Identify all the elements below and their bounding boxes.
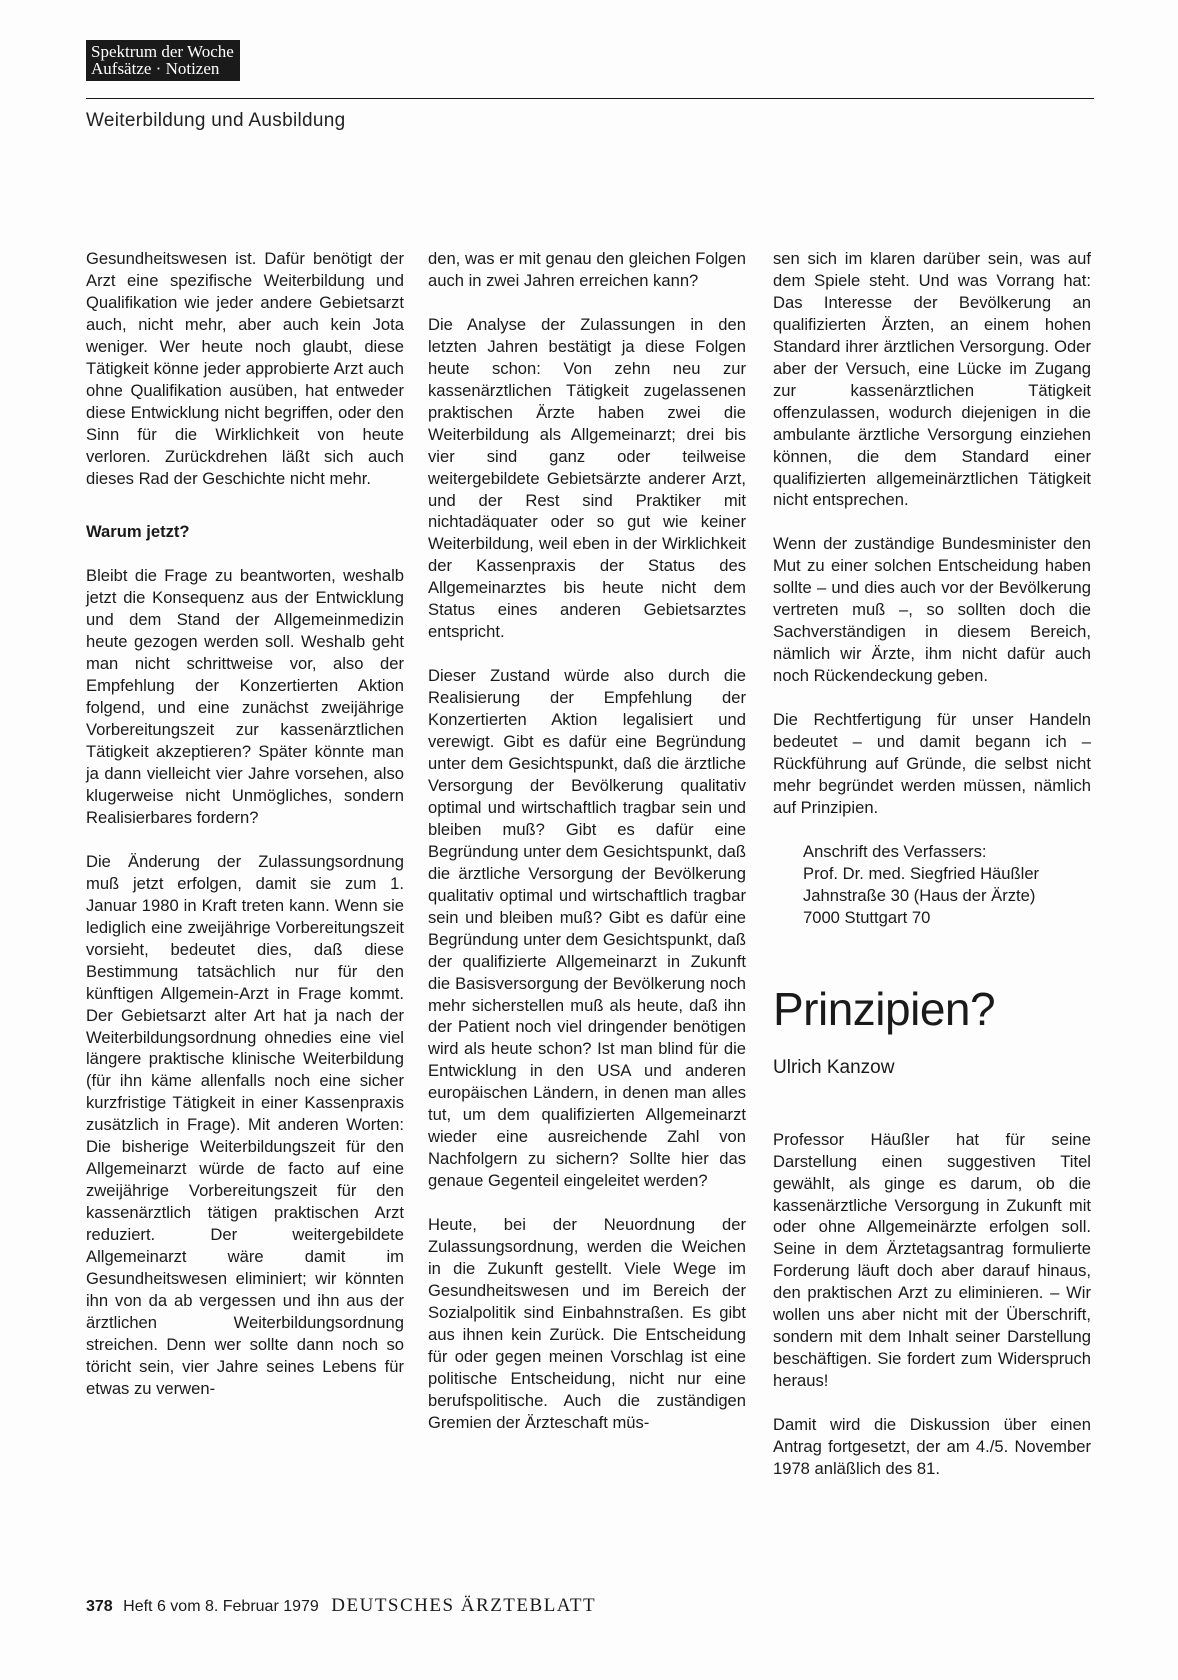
paragraph: Bleibt die Frage zu beantworten, weshalb jetzt die Konsequenz aus der Entwicklung und dem Stand der Allgemeinmedizin heute gezogen werden soll. Weshalb geht man nicht schrittweise vor, also der Empfehlung der Konzertierten Aktion folgend, und eine zunächst zweijährige Vorbereitungszeit zur kassenärztlichen Tätigkeit akzeptieren? Später könnte man ja dann vielleicht vier Jahre vorsehen, also klugerweise nicht Unmögliches, sondern Realisierbares fordern? [86,566,404,827]
reply-title: Prinzipien? [773,982,996,1035]
paragraph: Die Änderung der Zulassungsordnung muß jetzt erfolgen, damit sie zum 1. Januar 1980 in Kraft treten kann. Wenn sie lediglich eine zweijährige Vorbereitungszeit vorsieht, bedeutet dies, daß diese Bestimmung tatsächlich nur für den künftigen Allgemein-Arzt in Frage kommt. Der Gebietsarzt alter Art hat ja nach der Weiterbildungsordnung ohnedies eine viel längere praktische klinische Weiterbildung (für ihn käme allenfalls noch eine sicher kurzfristige Tätigkeit in einer Kassenpraxis zusätzlich in Frage). Mit anderen Worten: Die bisherige Weiterbildungszeit für den Allgemeinarzt würde de facto auf eine zweijährige Vorbereitungszeit für den kassenärztlich tätigen praktischen Arzt reduziert. Der weitergebildete Allgemeinarzt wäre damit im Gesundheitswesen eliminiert; wir könnten ihn von da ab vergessen und ihn aus der ärztlichen Weiterbildungsordnung streichen. Denn wer sollte dann noch so töricht sein, vier Jahre seines Lebens für etwas zu verwen- [86,851,404,1398]
issue-info: Heft 6 vom 8. Februar 1979 [123,1598,319,1615]
journal-name: DEUTSCHES ÄRZTEBLATT [331,1595,597,1616]
paragraph: Wenn der zuständige Bundesminister den Mut zu einer solchen Entscheidung haben sollte – und dies auch vor der Bevölkerung vertreten muß –, so sollten doch die Sachverständigen in diesem Bereich, nämlich wir Ärzte, ihm nicht dafür auch noch Rückendeckung geben. [773,534,1091,686]
address-line: 7000 Stuttgart 70 [803,907,931,927]
author-address [803,841,1091,929]
paragraph: Gesundheitswesen ist. Dafür benötigt der Arzt eine spezifische Weiterbildung und Qualifikation wie jeder andere Gebietsarzt auch, nicht mehr, aber auch kein Jota weniger. Wer heute noch glaubt, diese Tätigkeit könne jeder approbierte Arzt auch ohne Qualifikation ausüben, hat entweder diese Entwicklung nicht begriffen, oder den Sinn für die Wirklichkeit von heute verloren. Zurückdrehen läßt sich auch dieses Rad der Geschichte nicht mehr. [86,249,404,488]
paragraph: Heute, bei der Neuordnung der Zulassungsordnung, werden die Weichen in die Zukunft gestellt. Viele Wege im Gesundheitswesen und im Bereich der Sozialpolitik sind Einbahnstraßen. Es gibt aus ihnen kein Zurück. Die Entscheidung für oder gegen meinen Vorschlag ist eine politische Entscheidung, nicht nur eine berufspolitische. Auch die zuständigen Gremien der Ärzteschaft müs- [428,1215,746,1432]
paragraph: den, was er mit genau den gleichen Folgen auch in zwei Jahren erreichen kann? [428,249,746,290]
section-tag-line2: Aufsätze · Notizen [91,59,220,78]
paragraph: Die Rechtfertigung für unser Handeln bedeutet – und damit begann ich – Rückführung auf Gründe, die selbst nicht mehr begründet werden müssen, nämlich auf Prinzipien. [773,710,1091,817]
page-number: 378 [86,1598,113,1615]
paragraph: Damit wird die Diskussion über einen Antrag fortgesetzt, der am 4./5. November 1978 anläßlich des 81. [773,1415,1091,1478]
paragraph: sen sich im klaren darüber sein, was auf dem Spiele steht. Und was Vorrang hat: Das Interesse der Bevölkerung an qualifizierten Ärzten, an einem hohen Standard ihrer ärztlichen Versorgung. Oder aber der Versuch, eine Lücke im Zugang zur kassenärztlichen Tätigkeit offenzulassen, wodurch diejenigen in die ambulante ärztliche Versorgung einziehen können, die dem Standard einer qualifizierten allgemeinärztlichen Tätigkeit nicht entsprechen. [773,249,1091,510]
address-line: Jahnstraße 30 (Haus der Ärzte) [803,885,1036,905]
paragraph: Die Analyse der Zulassungen in den letzten Jahren bestätigt ja diese Folgen heute schon: Von zehn neu zur kassenärztlichen Tätigkeit zugelassenen praktischen Ärzte haben zwei die Weiterbildung als Allgemeinarzt; drei bis vier sind ganz oder teilweise weitergebildete Gebietsärzte anderer Arzt, und der Rest sind Praktiker mit nichtadäquater oder so gut wie keiner Weiterbildung, weil eben in der Wirklichkeit der Kassenpraxis der Status des Allgemeinarztes bis heute nicht dem Status eines anderen Gebietsarztes entspricht. [428,314,746,642]
header-rule [86,98,1094,99]
column-2 [428,248,746,1434]
address-line: Prof. Dr. med. Siegfried Häußler [803,863,1040,883]
column-1 [86,248,404,1400]
section-title: Weiterbildung und Ausbildung [86,110,346,131]
column-3 [773,248,1091,1480]
address-line: Anschrift des Verfassers: [803,841,987,861]
reply-author: Ulrich Kanzow [773,1056,895,1078]
page-footer [86,1595,596,1617]
paragraph: Professor Häußler hat für seine Darstellung einen suggestiven Titel gewählt, als ginge es darum, ob die kassenärztliche Versorgung in Zukunft mit oder ohne Allgemeinärzte erfolgen soll. Seine in dem Ärztetagsantrag formulierte Forderung läuft doch aber darauf hinaus, den praktischen Arzt zu eliminieren. – Wir wollen uns aber nicht mit der Überschrift, sondern mit dem Inhalt seiner Darstellung beschäftigen. Sie fordert zum Widerspruch heraus! [773,1129,1091,1391]
subheading: Warum jetzt? [86,522,190,542]
section-tag [86,40,240,81]
section-tag-line1: Spektrum der Woche [91,42,234,61]
paragraph: Dieser Zustand würde also durch die Realisierung der Empfehlung der Konzertierten Aktion legalisiert und verewigt. Gibt es dafür eine Begründung unter dem Gesichtspunkt, daß die ärztliche Versorgung der Bevölkerung qualitativ optimal und wirtschaftlich tragbar sein und bleiben muß? Gibt es dafür eine Begründung unter dem Gesichtspunkt, daß die ärztliche Versorgung der Bevölkerung qualitativ optimal und wirtschaftlich tragbar sein und bleiben muß? Gibt es dafür eine Begründung unter dem Gesichtspunkt, daß der qualifizierte Allgemeinarzt in Zukunft die Basisversorgung der Bevölkerung noch mehr sicherstellen muß als heute, daß ihn der Patient noch viel dringender benötigen wird als heute schon? Ist man blind für die Entwicklung in den USA und anderen europäischen Ländern, in denen man alles tut, um dem qualifizierten Allgemeinarzt wieder eine ausreichende Zahl von Nachfolgern zu sichern? Sollte hier das genaue Gegenteil eingeleitet werden? [428,666,746,1191]
